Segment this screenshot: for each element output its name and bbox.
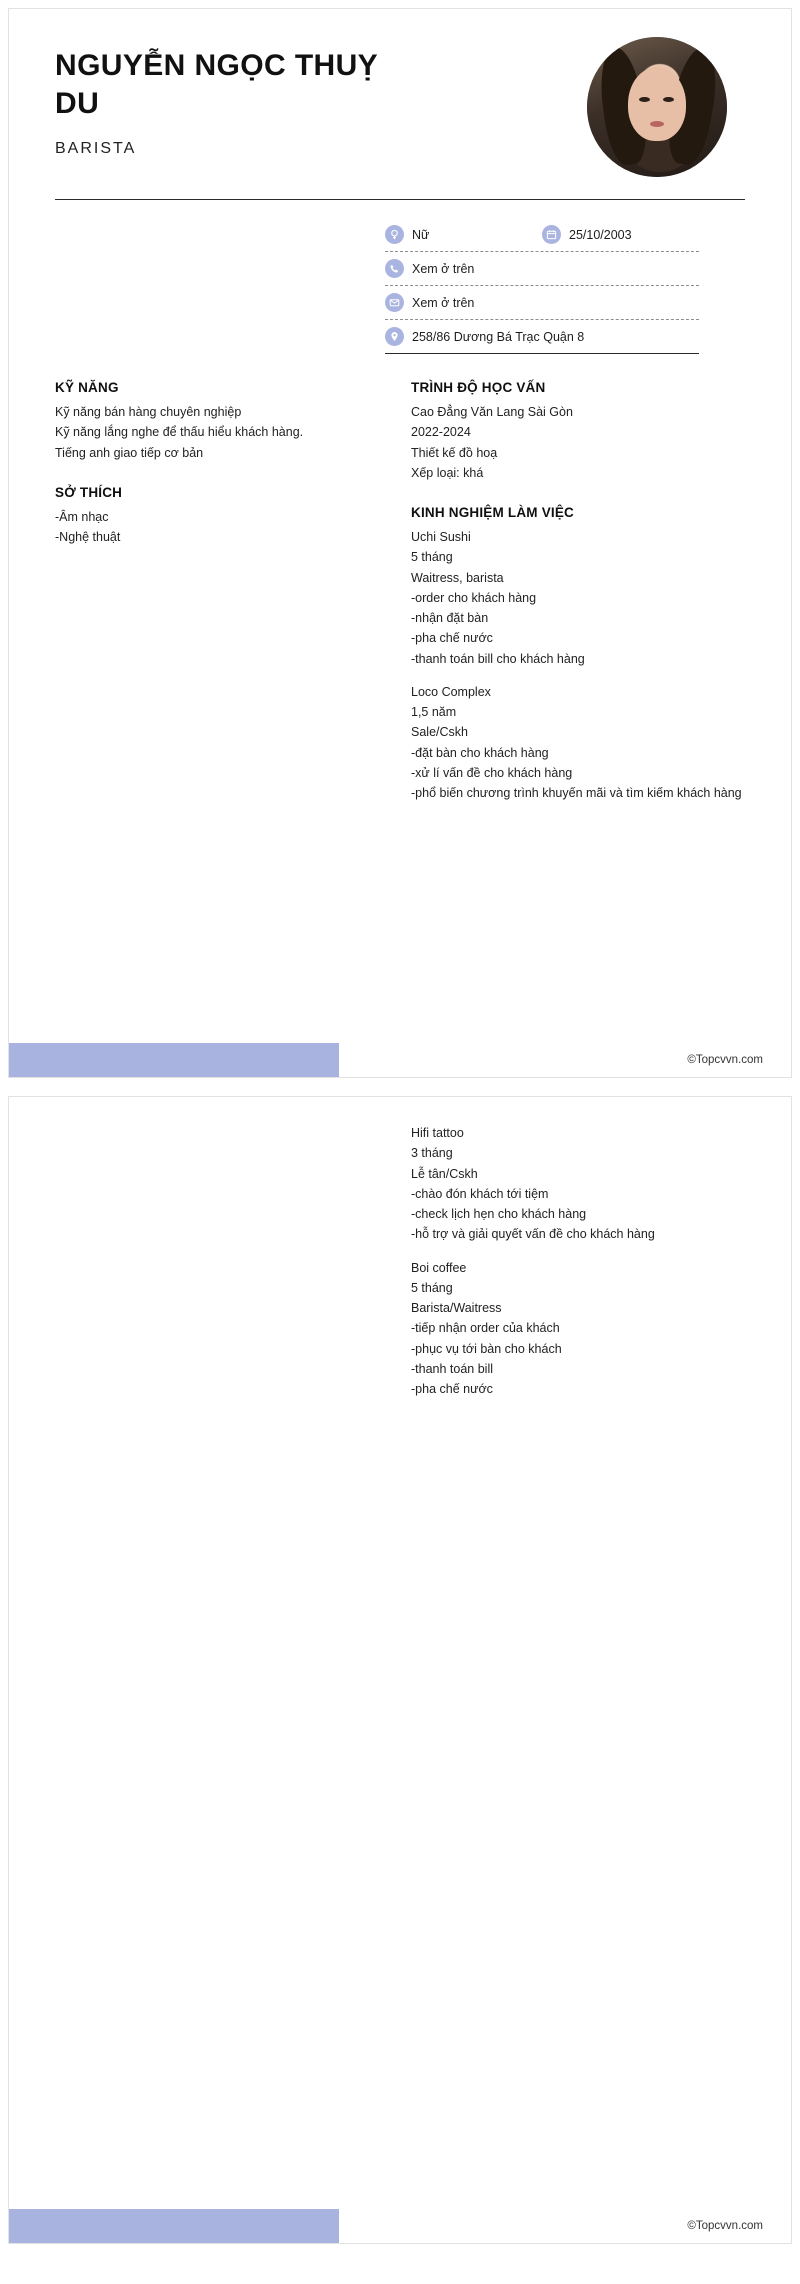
education-title: TRÌNH ĐỘ HỌC VẤN xyxy=(411,380,546,395)
contact-address xyxy=(385,327,699,346)
contact-phone xyxy=(385,259,699,278)
job-task: -check lịch hẹn cho khách hàng xyxy=(411,1207,587,1221)
job-task: -phục vụ tới bàn cho khách xyxy=(411,1341,562,1356)
job-duration: 5 tháng xyxy=(411,550,453,565)
resume-header xyxy=(9,9,791,177)
experience-job xyxy=(411,1123,745,1245)
calendar-icon xyxy=(542,225,561,244)
contact-phone-value: Xem ở trên xyxy=(412,261,475,276)
job-task: -thanh toán bill xyxy=(411,1361,494,1376)
interests-item: -Âm nhạc xyxy=(55,509,109,524)
job-task: -đặt bàn cho khách hàng xyxy=(411,745,549,760)
contact-email xyxy=(385,293,699,312)
experience-job xyxy=(411,682,745,804)
job-company: Uchi Sushi xyxy=(411,530,471,544)
footer-credit: ©Topcvvn.com xyxy=(687,1054,763,1066)
interests-title: SỞ THÍCH xyxy=(55,484,123,500)
education-item: 2022-2024 xyxy=(411,425,471,440)
phone-icon xyxy=(385,259,404,278)
resume-page-2 xyxy=(8,1096,792,2244)
job-task: -order cho khách hàng xyxy=(411,590,537,605)
left-column xyxy=(55,380,385,803)
left-column-empty xyxy=(55,1123,385,1399)
footer-accent-bar xyxy=(9,2209,339,2243)
job-task: -phổ biến chương trình khuyến mãi và tìm kiếm khách hàng xyxy=(411,786,742,800)
education-item: Xếp loại: khá xyxy=(411,465,484,480)
experience-job xyxy=(411,1258,745,1400)
job-duration: 1,5 năm xyxy=(411,705,457,719)
education-item: Thiết kế đồ hoạ xyxy=(411,445,498,460)
resume-body-continued xyxy=(9,1097,791,1399)
contact-birthday-value: 25/10/2003 xyxy=(569,227,632,242)
job-company: Loco Complex xyxy=(411,684,491,699)
contact-row xyxy=(385,320,699,354)
avatar-eye-right xyxy=(663,97,674,102)
skills-title: KỸ NĂNG xyxy=(55,380,119,395)
contact-birthday xyxy=(542,225,699,244)
contact-row xyxy=(385,218,699,252)
job-duration: 5 tháng xyxy=(411,1280,453,1295)
spacer xyxy=(411,669,745,682)
job-task: -nhận đặt bàn xyxy=(411,611,489,625)
contact-gender-value: Nữ xyxy=(412,227,430,242)
mail-icon xyxy=(385,293,404,312)
job-task: -tiếp nhận order của khách xyxy=(411,1321,560,1336)
right-column xyxy=(411,380,745,803)
interests-item: -Nghệ thuật xyxy=(55,530,121,544)
right-column-continued xyxy=(411,1123,745,1399)
avatar-face xyxy=(628,67,686,141)
job-task: -hỗ trợ và giải quyết vấn đề cho khách hàng xyxy=(411,1227,655,1242)
skills-item: Tiếng anh giao tiếp cơ bản xyxy=(55,445,204,460)
experience-title: KINH NGHIỆM LÀM VIỆC xyxy=(411,505,575,520)
avatar-lips xyxy=(650,121,664,127)
contact-section xyxy=(385,218,745,354)
education-item: Cao Đẳng Văn Lang Sài Gòn xyxy=(411,405,573,419)
skills-item: Kỹ năng lắng nghe để thấu hiểu khách hàng. xyxy=(55,425,304,440)
job-role: Waitress, barista xyxy=(411,570,504,585)
job-task: -pha chế nước xyxy=(411,631,493,646)
job-task: -pha chế nước xyxy=(411,1382,493,1396)
job-company: Boi coffee xyxy=(411,1260,467,1275)
spacer xyxy=(411,1245,745,1258)
header-divider xyxy=(55,199,745,200)
job-duration: 3 tháng xyxy=(411,1146,453,1161)
footer-credit: ©Topcvvn.com xyxy=(687,2220,763,2232)
gender-icon xyxy=(385,225,404,244)
resume-body xyxy=(9,354,791,803)
job-role: Barista/Waitress xyxy=(411,1301,502,1315)
location-icon xyxy=(385,327,404,346)
page-title: NGUYỄN NGỌC THUỴ DU xyxy=(55,49,379,121)
avatar xyxy=(587,37,727,177)
footer-accent-bar xyxy=(9,1043,339,1077)
resume-page-1 xyxy=(8,8,792,1078)
contact-address-value: 258/86 Dương Bá Trạc Quận 8 xyxy=(412,329,585,344)
contact-email-value: Xem ở trên xyxy=(412,295,475,310)
job-task: -xử lí vấn đề cho khách hàng xyxy=(411,765,573,780)
contact-row xyxy=(385,286,699,320)
job-role: Sale/Cskh xyxy=(411,725,468,740)
job-company: Hifi tattoo xyxy=(411,1126,464,1140)
skills-item: Kỹ năng bán hàng chuyên nghiệp xyxy=(55,405,242,419)
experience-job xyxy=(411,527,745,669)
page-footer xyxy=(9,1043,791,1077)
avatar-eye-left xyxy=(639,97,650,102)
contact-row xyxy=(385,252,699,286)
job-title: BARISTA xyxy=(55,139,137,157)
job-task: -chào đón khách tới tiệm xyxy=(411,1186,549,1201)
page-footer xyxy=(9,2209,791,2243)
job-role: Lễ tân/Cskh xyxy=(411,1166,478,1181)
contact-gender xyxy=(385,225,542,244)
name-block xyxy=(55,37,385,158)
job-task: -thanh toán bill cho khách hàng xyxy=(411,651,585,666)
